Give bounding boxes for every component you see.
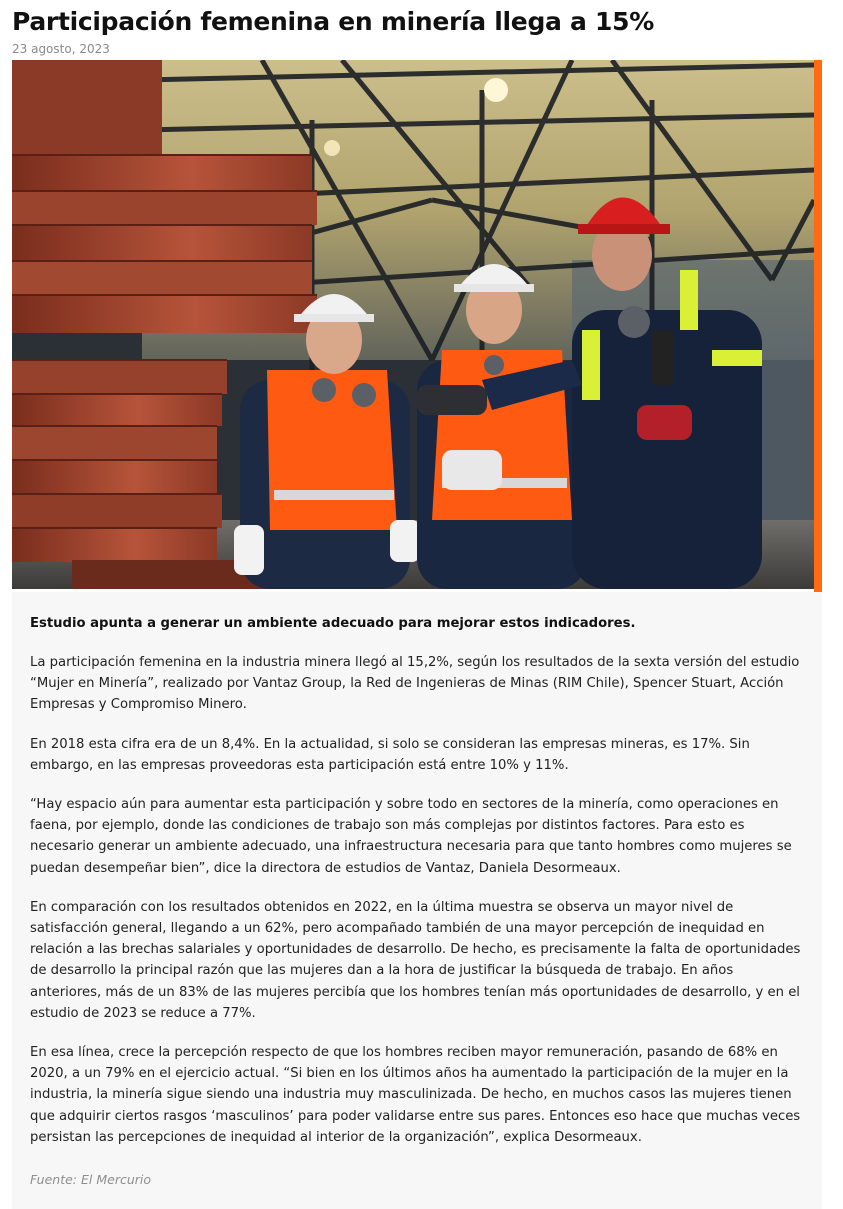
paragraph: “Hay espacio aún para aumentar esta participación y sobre todo en sectores de la minería, como operaciones en faena, por ejemplo, donde las condiciones de trabajo son más complejas por distintos factores. Para esto es necesario generar un ambiente adecuado, una infraestructura necesaria para que tanto hombres como mujeres se puedan desempeñar bien”, dice la directora de estudios de Vantaz, Daniela Desormeaux. (30, 797, 792, 876)
paragraph: En 2018 esta cifra era de un 8,4%. En la actualidad, si solo se consideran las empresas mineras, es 17%. Sin embargo, en las empresas proveedoras esta participación está entre 10% y 11%. (30, 736, 750, 773)
hero-photo (12, 60, 814, 589)
paragraph: En esa línea, crece la percepción respecto de que los hombres reciben mayor remuneración, pasando de 68% en 2020, a un 79% en el ejercicio actual. “Si bien en los últimos años ha aumentado la participación de la mujer en la industria, la minería sigue siendo una industria muy masculinizada. De hecho, en muchos casos las mujeres tienen que adquirir ciertos rasgos ‘masculinos’ para poder validarse entre sus pares. Entonces eso hace que muchas veces persistan las percepciones de inequidad al interior de la organización”, explica Desormeaux. (30, 1045, 801, 1145)
accent-bar (814, 60, 822, 592)
article-date: 23 agosto, 2023 (12, 42, 110, 56)
article-title: Participación femenina en minería llega a 15% (12, 7, 654, 36)
paragraph: La participación femenina en la industria minera llegó al 15,2%, según los resultados de la sexta versión del estudio “Mujer en Minería”, realizado por Vantaz Group, la Red de Ingenieras de Minas (RIM Chile), Spencer Stuart, Acción Empresas y Compromiso Minero. (30, 655, 800, 713)
article-source: Fuente: El Mercurio (30, 1172, 152, 1188)
article-lead: Estudio apunta a generar un ambiente adecuado para mejorar estos indicadores. (30, 616, 636, 631)
article-body (12, 592, 822, 1209)
paragraph: En comparación con los resultados obtenidos en 2022, en la última muestra se observa un mayor nivel de satisfacción general, llegando a un 62%, pero acompañado también de una mayor percepción de inequidad en relación a las brechas salariales y oportunidades de desarrollo. De hecho, es precisamente la falta de oportunidades de desarrollo la principal razón que las mujeres dan a la hora de justificar la búsqueda de trabajo. En años anteriores, más de un 83% de las mujeres percibía que los hombres tenían más oportunidades de desarrollo, y en el estudio de 2023 se reduce a 77%. (30, 899, 801, 1021)
